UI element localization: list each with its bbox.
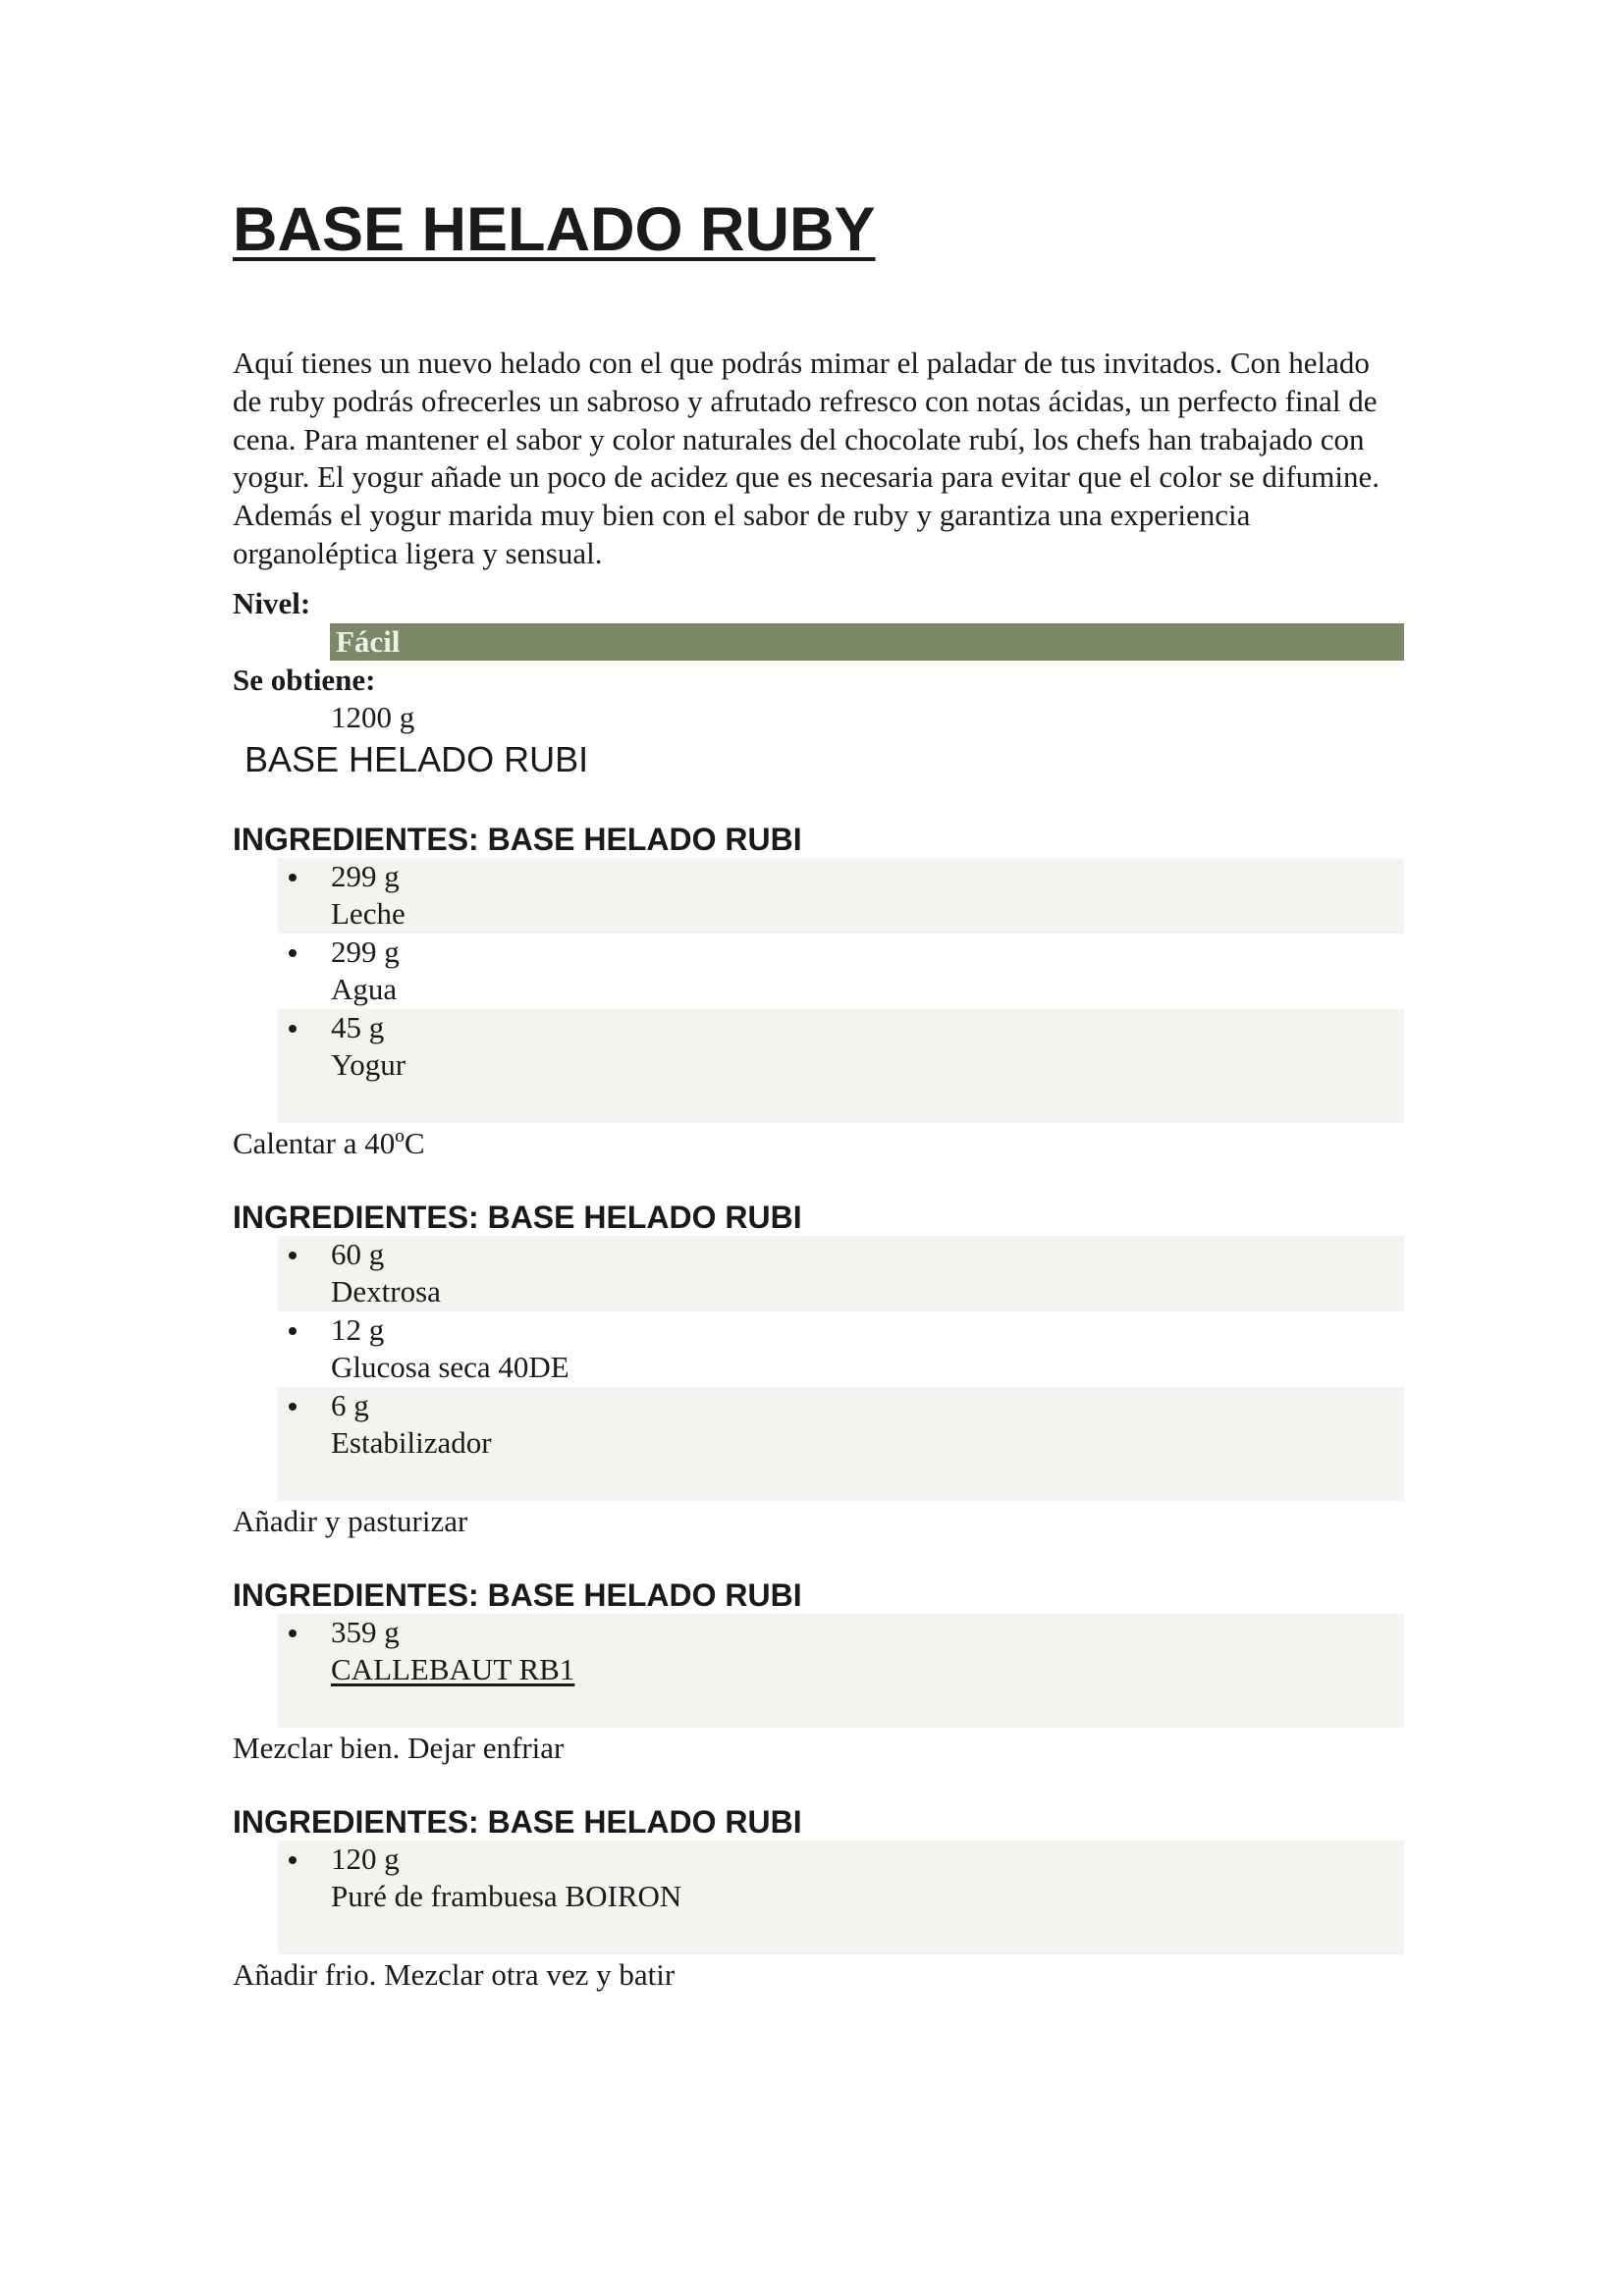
ingredient-list <box>278 1614 1404 1728</box>
page-title: BASE HELADO RUBY <box>233 195 876 264</box>
step-instruction: Calentar a 40ºC <box>233 1126 425 1160</box>
ingredient-list <box>278 1236 1404 1501</box>
list-item <box>278 1614 1404 1728</box>
bullet-icon <box>289 949 297 957</box>
bullet-icon <box>289 1025 297 1033</box>
ingredient-quantity: 120 g <box>331 1842 400 1876</box>
ingredient-name: Dextrosa <box>331 1274 441 1308</box>
yield-value: 1200 g <box>331 700 415 734</box>
list-item <box>278 934 1404 1009</box>
ingredient-quantity: 359 g <box>331 1615 400 1649</box>
ingredient-name: Agua <box>331 972 398 1006</box>
ingredients-heading: INGREDIENTES: BASE HELADO RUBI <box>233 1200 802 1235</box>
step-instruction: Añadir y pasturizar <box>233 1504 468 1538</box>
ingredients-heading: INGREDIENTES: BASE HELADO RUBI <box>233 822 802 857</box>
list-item <box>278 1311 1404 1387</box>
ingredient-link[interactable]: CALLEBAUT RB1 <box>331 1652 575 1686</box>
bullet-icon <box>289 1629 297 1637</box>
ingredient-quantity: 6 g <box>331 1388 369 1422</box>
step-instruction: Mezclar bien. Dejar enfriar <box>233 1731 565 1765</box>
bullet-icon <box>289 874 297 881</box>
ingredient-quantity: 60 g <box>331 1237 385 1271</box>
ingredient-name: Leche <box>331 896 406 931</box>
list-item <box>278 1236 1404 1311</box>
recipe-subtitle: BASE HELADO RUBI <box>244 739 589 779</box>
ingredient-list <box>278 858 1404 1123</box>
yield-label: Se obtiene: <box>233 663 376 697</box>
ingredient-name: Yogur <box>331 1047 406 1082</box>
bullet-icon <box>289 1403 297 1411</box>
list-item <box>278 1387 1404 1501</box>
ingredients-heading: INGREDIENTES: BASE HELADO RUBI <box>233 1577 802 1613</box>
level-badge: Fácil <box>330 623 1404 661</box>
bullet-icon <box>289 1856 297 1864</box>
ingredient-list <box>278 1841 1404 1954</box>
ingredient-name: Glucosa seca 40DE <box>331 1350 569 1384</box>
step-instruction: Añadir frio. Mezclar otra vez y batir <box>233 1957 676 1992</box>
bullet-icon <box>289 1327 297 1335</box>
list-item <box>278 858 1404 934</box>
ingredients-heading: INGREDIENTES: BASE HELADO RUBI <box>233 1804 802 1840</box>
bullet-icon <box>289 1252 297 1259</box>
level-label: Nivel: <box>233 586 311 620</box>
intro-paragraph: Aquí tienes un nuevo helado con el que podrás mimar el paladar de tus invitados. Con helado de ruby podrás ofrecerles un sabroso y afrutado refresco con notas ácidas, un perfecto final de cena. Para mantener el sabor y color naturales del chocolate rubí, los chefs han trabajado con yogur. El yogur añade un poco de acidez que es necesaria para evitar que el color se difumine. Además el yogur marida muy bien con el sabor de ruby y garantiza una experiencia organoléptica ligera y sensual. <box>233 346 1380 570</box>
ingredient-quantity: 299 g <box>331 934 400 969</box>
ingredient-quantity: 12 g <box>331 1312 385 1347</box>
list-item <box>278 1841 1404 1954</box>
ingredient-quantity: 45 g <box>331 1010 385 1044</box>
list-item <box>278 1009 1404 1123</box>
ingredient-name: Estabilizador <box>331 1425 492 1460</box>
ingredient-quantity: 299 g <box>331 859 400 893</box>
ingredient-name: Puré de frambuesa BOIRON <box>331 1879 682 1913</box>
